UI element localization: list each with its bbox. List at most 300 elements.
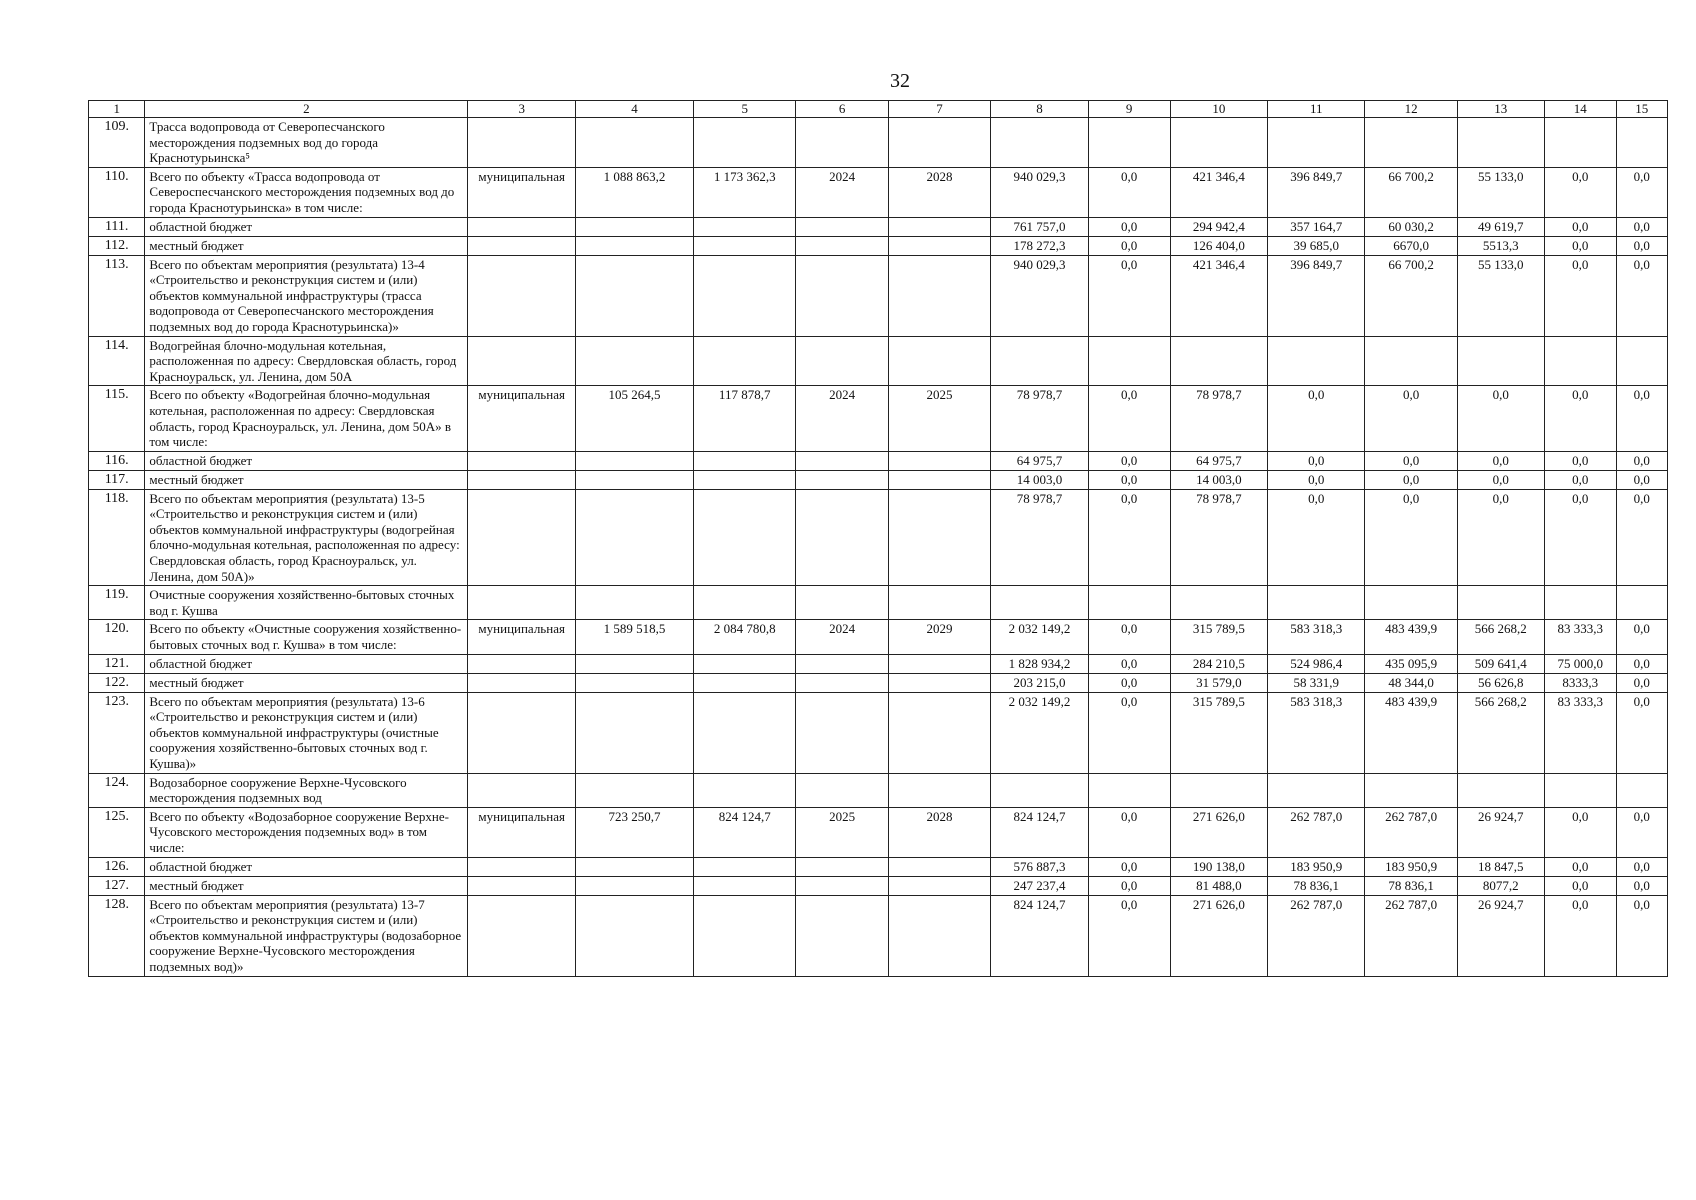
value-cell: 8333,3 <box>1544 673 1616 692</box>
value-cell <box>796 692 888 773</box>
column-number-row <box>89 101 1668 118</box>
value-cell: 203 215,0 <box>991 673 1088 692</box>
value-cell: 0,0 <box>1457 386 1544 451</box>
value-cell: 26 924,7 <box>1457 895 1544 976</box>
value-cell: 940 029,3 <box>991 255 1088 336</box>
value-cell: 0,0 <box>1616 470 1667 489</box>
value-cell: 49 619,7 <box>1457 217 1544 236</box>
row-number-cell: 119. <box>89 586 145 620</box>
value-cell <box>796 586 888 620</box>
value-cell <box>991 118 1088 168</box>
value-cell: 14 003,0 <box>991 470 1088 489</box>
row-number-cell: 116. <box>89 451 145 470</box>
value-cell: 75 000,0 <box>1544 654 1616 673</box>
budget-table <box>88 100 1668 977</box>
value-cell: 0,0 <box>1088 692 1170 773</box>
row-number-cell: 127. <box>89 876 145 895</box>
value-cell: 56 626,8 <box>1457 673 1544 692</box>
value-cell <box>1616 586 1667 620</box>
value-cell <box>1544 773 1616 807</box>
value-cell <box>1088 586 1170 620</box>
object-name-cell: Всего по объекту «Очистные сооружения хозяйственно-бытовых сточных вод г. Кушва» в том числе: <box>145 620 468 654</box>
object-name-cell: Всего по объекту «Трасса водопровода от Североспесчанского месторождения подземных вод до города Краснотурьинска» в том числе: <box>145 167 468 217</box>
value-cell <box>693 895 796 976</box>
value-cell: 0,0 <box>1365 451 1457 470</box>
value-cell <box>693 489 796 586</box>
value-cell <box>1365 773 1457 807</box>
value-cell <box>991 336 1088 386</box>
ownership-cell: муниципальная <box>468 386 576 451</box>
column-number-cell: 8 <box>991 101 1088 118</box>
row-number-cell: 117. <box>89 470 145 489</box>
table-row <box>89 451 1668 470</box>
value-cell <box>576 692 694 773</box>
value-cell: 2025 <box>796 807 888 857</box>
value-cell <box>1088 336 1170 386</box>
value-cell: 2024 <box>796 386 888 451</box>
ownership-cell <box>468 236 576 255</box>
value-cell <box>1268 773 1365 807</box>
value-cell <box>796 255 888 336</box>
value-cell <box>1544 336 1616 386</box>
ownership-cell <box>468 895 576 976</box>
value-cell: 0,0 <box>1544 895 1616 976</box>
value-cell: 0,0 <box>1088 217 1170 236</box>
column-number-cell: 6 <box>796 101 888 118</box>
value-cell: 105 264,5 <box>576 386 694 451</box>
table-row <box>89 118 1668 168</box>
value-cell: 1 088 863,2 <box>576 167 694 217</box>
value-cell: 0,0 <box>1088 167 1170 217</box>
value-cell: 0,0 <box>1457 470 1544 489</box>
value-cell: 0,0 <box>1365 470 1457 489</box>
ownership-cell <box>468 217 576 236</box>
table-row <box>89 857 1668 876</box>
value-cell: 262 787,0 <box>1365 807 1457 857</box>
row-number-cell: 111. <box>89 217 145 236</box>
value-cell: 8077,2 <box>1457 876 1544 895</box>
value-cell: 2028 <box>888 807 991 857</box>
value-cell: 31 579,0 <box>1170 673 1267 692</box>
object-name-cell: Всего по объектам мероприятия (результата) 13-4 «Строительство и реконструкция систем и (или) объектов коммунальной инфраструктуры (трасса водопровода от Северопесчанского месторождения подземных вод до города Краснотурьинска)» <box>145 255 468 336</box>
row-number-cell: 112. <box>89 236 145 255</box>
value-cell: 83 333,3 <box>1544 620 1616 654</box>
value-cell <box>796 895 888 976</box>
value-cell: 315 789,5 <box>1170 692 1267 773</box>
value-cell: 0,0 <box>1088 673 1170 692</box>
value-cell: 183 950,9 <box>1365 857 1457 876</box>
value-cell <box>991 773 1088 807</box>
value-cell <box>1268 336 1365 386</box>
value-cell <box>796 857 888 876</box>
value-cell <box>888 489 991 586</box>
value-cell: 940 029,3 <box>991 167 1088 217</box>
object-name-cell: областной бюджет <box>145 217 468 236</box>
object-name-cell: Всего по объектам мероприятия (результата) 13-5 «Строительство и реконструкция систем и (или) объектов коммунальной инфраструктуры (водогрейная блочно-модульная котельная, расположенная по адресу: Свердловская область, город Красноуральск, ул. Ленина, дом 50А)» <box>145 489 468 586</box>
ownership-cell <box>468 857 576 876</box>
value-cell: 0,0 <box>1616 620 1667 654</box>
object-name-cell: областной бюджет <box>145 857 468 876</box>
table-row <box>89 620 1668 654</box>
value-cell <box>796 773 888 807</box>
table-row <box>89 673 1668 692</box>
value-cell: 0,0 <box>1544 489 1616 586</box>
value-cell: 2 084 780,8 <box>693 620 796 654</box>
value-cell: 524 986,4 <box>1268 654 1365 673</box>
table-row <box>89 255 1668 336</box>
value-cell: 0,0 <box>1088 255 1170 336</box>
value-cell: 315 789,5 <box>1170 620 1267 654</box>
value-cell <box>576 336 694 386</box>
value-cell <box>693 876 796 895</box>
column-number-cell: 11 <box>1268 101 1365 118</box>
value-cell: 262 787,0 <box>1268 807 1365 857</box>
ownership-cell <box>468 586 576 620</box>
value-cell: 0,0 <box>1616 167 1667 217</box>
value-cell <box>1365 336 1457 386</box>
value-cell <box>576 673 694 692</box>
row-number-cell: 122. <box>89 673 145 692</box>
value-cell <box>1365 118 1457 168</box>
value-cell: 2025 <box>888 386 991 451</box>
value-cell: 0,0 <box>1544 807 1616 857</box>
value-cell: 262 787,0 <box>1365 895 1457 976</box>
ownership-cell <box>468 451 576 470</box>
value-cell: 78 978,7 <box>1170 489 1267 586</box>
value-cell: 0,0 <box>1544 386 1616 451</box>
ownership-cell <box>468 876 576 895</box>
value-cell <box>693 586 796 620</box>
value-cell: 190 138,0 <box>1170 857 1267 876</box>
value-cell: 0,0 <box>1088 470 1170 489</box>
value-cell: 0,0 <box>1088 876 1170 895</box>
value-cell: 58 331,9 <box>1268 673 1365 692</box>
value-cell <box>1616 773 1667 807</box>
row-number-cell: 113. <box>89 255 145 336</box>
value-cell: 0,0 <box>1616 489 1667 586</box>
value-cell: 39 685,0 <box>1268 236 1365 255</box>
value-cell <box>1170 336 1267 386</box>
column-number-cell: 2 <box>145 101 468 118</box>
value-cell: 0,0 <box>1088 386 1170 451</box>
value-cell: 0,0 <box>1616 217 1667 236</box>
ownership-cell <box>468 673 576 692</box>
value-cell: 66 700,2 <box>1365 255 1457 336</box>
object-name-cell: местный бюджет <box>145 673 468 692</box>
ownership-cell <box>468 255 576 336</box>
column-number-cell: 9 <box>1088 101 1170 118</box>
value-cell <box>888 255 991 336</box>
value-cell <box>693 692 796 773</box>
value-cell <box>888 470 991 489</box>
page-number: 32 <box>890 70 910 92</box>
object-name-cell: Всего по объекту «Водозаборное сооружение Верхне-Чусовского месторождения подземных вод» в том числе: <box>145 807 468 857</box>
object-name-cell: Водозаборное сооружение Верхне-Чусовского месторождения подземных вод <box>145 773 468 807</box>
value-cell <box>693 773 796 807</box>
column-number-cell: 12 <box>1365 101 1457 118</box>
value-cell <box>1268 118 1365 168</box>
value-cell: 83 333,3 <box>1544 692 1616 773</box>
table-row <box>89 692 1668 773</box>
row-number-cell: 126. <box>89 857 145 876</box>
value-cell: 0,0 <box>1616 807 1667 857</box>
value-cell: 0,0 <box>1268 489 1365 586</box>
value-cell <box>693 217 796 236</box>
value-cell <box>576 489 694 586</box>
value-cell: 2024 <box>796 167 888 217</box>
value-cell: 60 030,2 <box>1365 217 1457 236</box>
table-row <box>89 386 1668 451</box>
ownership-cell: муниципальная <box>468 167 576 217</box>
value-cell <box>576 217 694 236</box>
value-cell: 0,0 <box>1616 876 1667 895</box>
value-cell: 0,0 <box>1088 857 1170 876</box>
value-cell <box>576 451 694 470</box>
value-cell: 583 318,3 <box>1268 692 1365 773</box>
value-cell <box>888 586 991 620</box>
value-cell <box>576 470 694 489</box>
table-row <box>89 895 1668 976</box>
value-cell: 357 164,7 <box>1268 217 1365 236</box>
object-name-cell: Водогрейная блочно-модульная котельная, расположенная по адресу: Свердловская область, город Красноуральск, ул. Ленина, дом 50А <box>145 336 468 386</box>
value-cell <box>1616 118 1667 168</box>
value-cell <box>1457 118 1544 168</box>
value-cell: 66 700,2 <box>1365 167 1457 217</box>
object-name-cell: местный бюджет <box>145 470 468 489</box>
value-cell: 0,0 <box>1544 470 1616 489</box>
ownership-cell: муниципальная <box>468 620 576 654</box>
value-cell: 723 250,7 <box>576 807 694 857</box>
row-number-cell: 123. <box>89 692 145 773</box>
value-cell <box>796 336 888 386</box>
column-number-cell: 7 <box>888 101 991 118</box>
value-cell: 262 787,0 <box>1268 895 1365 976</box>
value-cell: 284 210,5 <box>1170 654 1267 673</box>
value-cell <box>888 336 991 386</box>
value-cell: 0,0 <box>1616 857 1667 876</box>
value-cell <box>576 654 694 673</box>
row-number-cell: 125. <box>89 807 145 857</box>
table-row <box>89 236 1668 255</box>
value-cell: 178 272,3 <box>991 236 1088 255</box>
object-name-cell: областной бюджет <box>145 654 468 673</box>
value-cell: 2028 <box>888 167 991 217</box>
value-cell: 824 124,7 <box>991 807 1088 857</box>
value-cell: 78 978,7 <box>991 386 1088 451</box>
value-cell <box>796 236 888 255</box>
object-name-cell: областной бюджет <box>145 451 468 470</box>
ownership-cell <box>468 692 576 773</box>
value-cell <box>888 673 991 692</box>
value-cell: 396 849,7 <box>1268 255 1365 336</box>
column-number-cell: 5 <box>693 101 796 118</box>
value-cell: 78 836,1 <box>1365 876 1457 895</box>
value-cell: 1 828 934,2 <box>991 654 1088 673</box>
value-cell <box>888 654 991 673</box>
table-row <box>89 876 1668 895</box>
value-cell <box>796 470 888 489</box>
value-cell <box>693 470 796 489</box>
value-cell <box>576 773 694 807</box>
value-cell <box>888 876 991 895</box>
ownership-cell: муниципальная <box>468 807 576 857</box>
value-cell <box>796 876 888 895</box>
value-cell <box>796 654 888 673</box>
object-name-cell: местный бюджет <box>145 876 468 895</box>
value-cell: 0,0 <box>1544 217 1616 236</box>
table-row <box>89 773 1668 807</box>
value-cell <box>888 692 991 773</box>
value-cell: 421 346,4 <box>1170 167 1267 217</box>
value-cell: 0,0 <box>1457 489 1544 586</box>
value-cell <box>1170 586 1267 620</box>
value-cell: 64 975,7 <box>991 451 1088 470</box>
value-cell: 576 887,3 <box>991 857 1088 876</box>
row-number-cell: 118. <box>89 489 145 586</box>
row-number-cell: 124. <box>89 773 145 807</box>
value-cell: 0,0 <box>1544 255 1616 336</box>
value-cell <box>693 336 796 386</box>
value-cell <box>888 118 991 168</box>
value-cell: 824 124,7 <box>991 895 1088 976</box>
value-cell <box>796 489 888 586</box>
value-cell <box>576 876 694 895</box>
value-cell: 421 346,4 <box>1170 255 1267 336</box>
object-name-cell: Очистные сооружения хозяйственно-бытовых сточных вод г. Кушва <box>145 586 468 620</box>
value-cell: 396 849,7 <box>1268 167 1365 217</box>
value-cell <box>1268 586 1365 620</box>
value-cell: 0,0 <box>1544 236 1616 255</box>
value-cell: 566 268,2 <box>1457 692 1544 773</box>
value-cell: 55 133,0 <box>1457 167 1544 217</box>
value-cell: 0,0 <box>1544 451 1616 470</box>
value-cell <box>888 236 991 255</box>
value-cell: 435 095,9 <box>1365 654 1457 673</box>
value-cell: 0,0 <box>1365 489 1457 586</box>
value-cell: 55 133,0 <box>1457 255 1544 336</box>
value-cell: 81 488,0 <box>1170 876 1267 895</box>
value-cell: 26 924,7 <box>1457 807 1544 857</box>
table-row <box>89 167 1668 217</box>
value-cell: 0,0 <box>1268 470 1365 489</box>
value-cell <box>991 586 1088 620</box>
value-cell: 78 978,7 <box>1170 386 1267 451</box>
value-cell: 2029 <box>888 620 991 654</box>
value-cell <box>576 255 694 336</box>
value-cell: 483 439,9 <box>1365 692 1457 773</box>
value-cell: 5513,3 <box>1457 236 1544 255</box>
value-cell: 0,0 <box>1616 255 1667 336</box>
value-cell <box>888 451 991 470</box>
table-row <box>89 807 1668 857</box>
value-cell: 0,0 <box>1088 236 1170 255</box>
value-cell: 824 124,7 <box>693 807 796 857</box>
table-row <box>89 654 1668 673</box>
object-name-cell: местный бюджет <box>145 236 468 255</box>
value-cell <box>576 118 694 168</box>
value-cell: 0,0 <box>1088 895 1170 976</box>
value-cell <box>693 673 796 692</box>
value-cell: 0,0 <box>1088 807 1170 857</box>
table-row <box>89 586 1668 620</box>
value-cell <box>576 895 694 976</box>
object-name-cell: Всего по объекту «Водогрейная блочно-модульная котельная, расположенная по адресу: Свердловская область, город Красноуральск, ул. Ленина, дом 50А» в том числе: <box>145 386 468 451</box>
value-cell <box>1544 586 1616 620</box>
value-cell <box>576 236 694 255</box>
row-number-cell: 114. <box>89 336 145 386</box>
value-cell: 0,0 <box>1088 451 1170 470</box>
value-cell: 6670,0 <box>1365 236 1457 255</box>
value-cell <box>888 895 991 976</box>
value-cell: 117 878,7 <box>693 386 796 451</box>
value-cell: 0,0 <box>1616 451 1667 470</box>
value-cell: 18 847,5 <box>1457 857 1544 876</box>
value-cell <box>693 118 796 168</box>
value-cell: 247 237,4 <box>991 876 1088 895</box>
value-cell: 64 975,7 <box>1170 451 1267 470</box>
column-number-cell: 1 <box>89 101 145 118</box>
value-cell: 126 404,0 <box>1170 236 1267 255</box>
value-cell: 0,0 <box>1544 876 1616 895</box>
table-row <box>89 489 1668 586</box>
value-cell: 271 626,0 <box>1170 895 1267 976</box>
value-cell: 483 439,9 <box>1365 620 1457 654</box>
value-cell: 294 942,4 <box>1170 217 1267 236</box>
value-cell <box>693 255 796 336</box>
row-number-cell: 121. <box>89 654 145 673</box>
value-cell: 0,0 <box>1268 451 1365 470</box>
value-cell: 0,0 <box>1544 167 1616 217</box>
value-cell <box>693 857 796 876</box>
value-cell: 509 641,4 <box>1457 654 1544 673</box>
value-cell: 271 626,0 <box>1170 807 1267 857</box>
value-cell: 566 268,2 <box>1457 620 1544 654</box>
table-row <box>89 336 1668 386</box>
table-row <box>89 217 1668 236</box>
ownership-cell <box>468 489 576 586</box>
value-cell <box>796 673 888 692</box>
value-cell: 78 978,7 <box>991 489 1088 586</box>
value-cell <box>796 451 888 470</box>
value-cell <box>576 586 694 620</box>
value-cell: 0,0 <box>1616 386 1667 451</box>
value-cell: 2 032 149,2 <box>991 692 1088 773</box>
value-cell: 48 344,0 <box>1365 673 1457 692</box>
value-cell: 78 836,1 <box>1268 876 1365 895</box>
value-cell <box>1457 336 1544 386</box>
column-number-cell: 15 <box>1616 101 1667 118</box>
value-cell: 14 003,0 <box>1170 470 1267 489</box>
column-number-cell: 4 <box>576 101 694 118</box>
value-cell: 0,0 <box>1616 654 1667 673</box>
value-cell <box>796 217 888 236</box>
value-cell: 183 950,9 <box>1268 857 1365 876</box>
value-cell: 0,0 <box>1268 386 1365 451</box>
value-cell <box>1088 773 1170 807</box>
value-cell <box>693 654 796 673</box>
row-number-cell: 109. <box>89 118 145 168</box>
value-cell: 0,0 <box>1616 673 1667 692</box>
value-cell <box>693 451 796 470</box>
ownership-cell <box>468 654 576 673</box>
value-cell: 0,0 <box>1088 620 1170 654</box>
value-cell: 0,0 <box>1616 895 1667 976</box>
value-cell <box>796 118 888 168</box>
value-cell: 2 032 149,2 <box>991 620 1088 654</box>
object-name-cell: Всего по объектам мероприятия (результата) 13-7 «Строительство и реконструкция систем и (или) объектов коммунальной инфраструктуры (водозаборное сооружение Верхне-Чусовского месторождения подземных вод)» <box>145 895 468 976</box>
value-cell <box>888 217 991 236</box>
row-number-cell: 120. <box>89 620 145 654</box>
